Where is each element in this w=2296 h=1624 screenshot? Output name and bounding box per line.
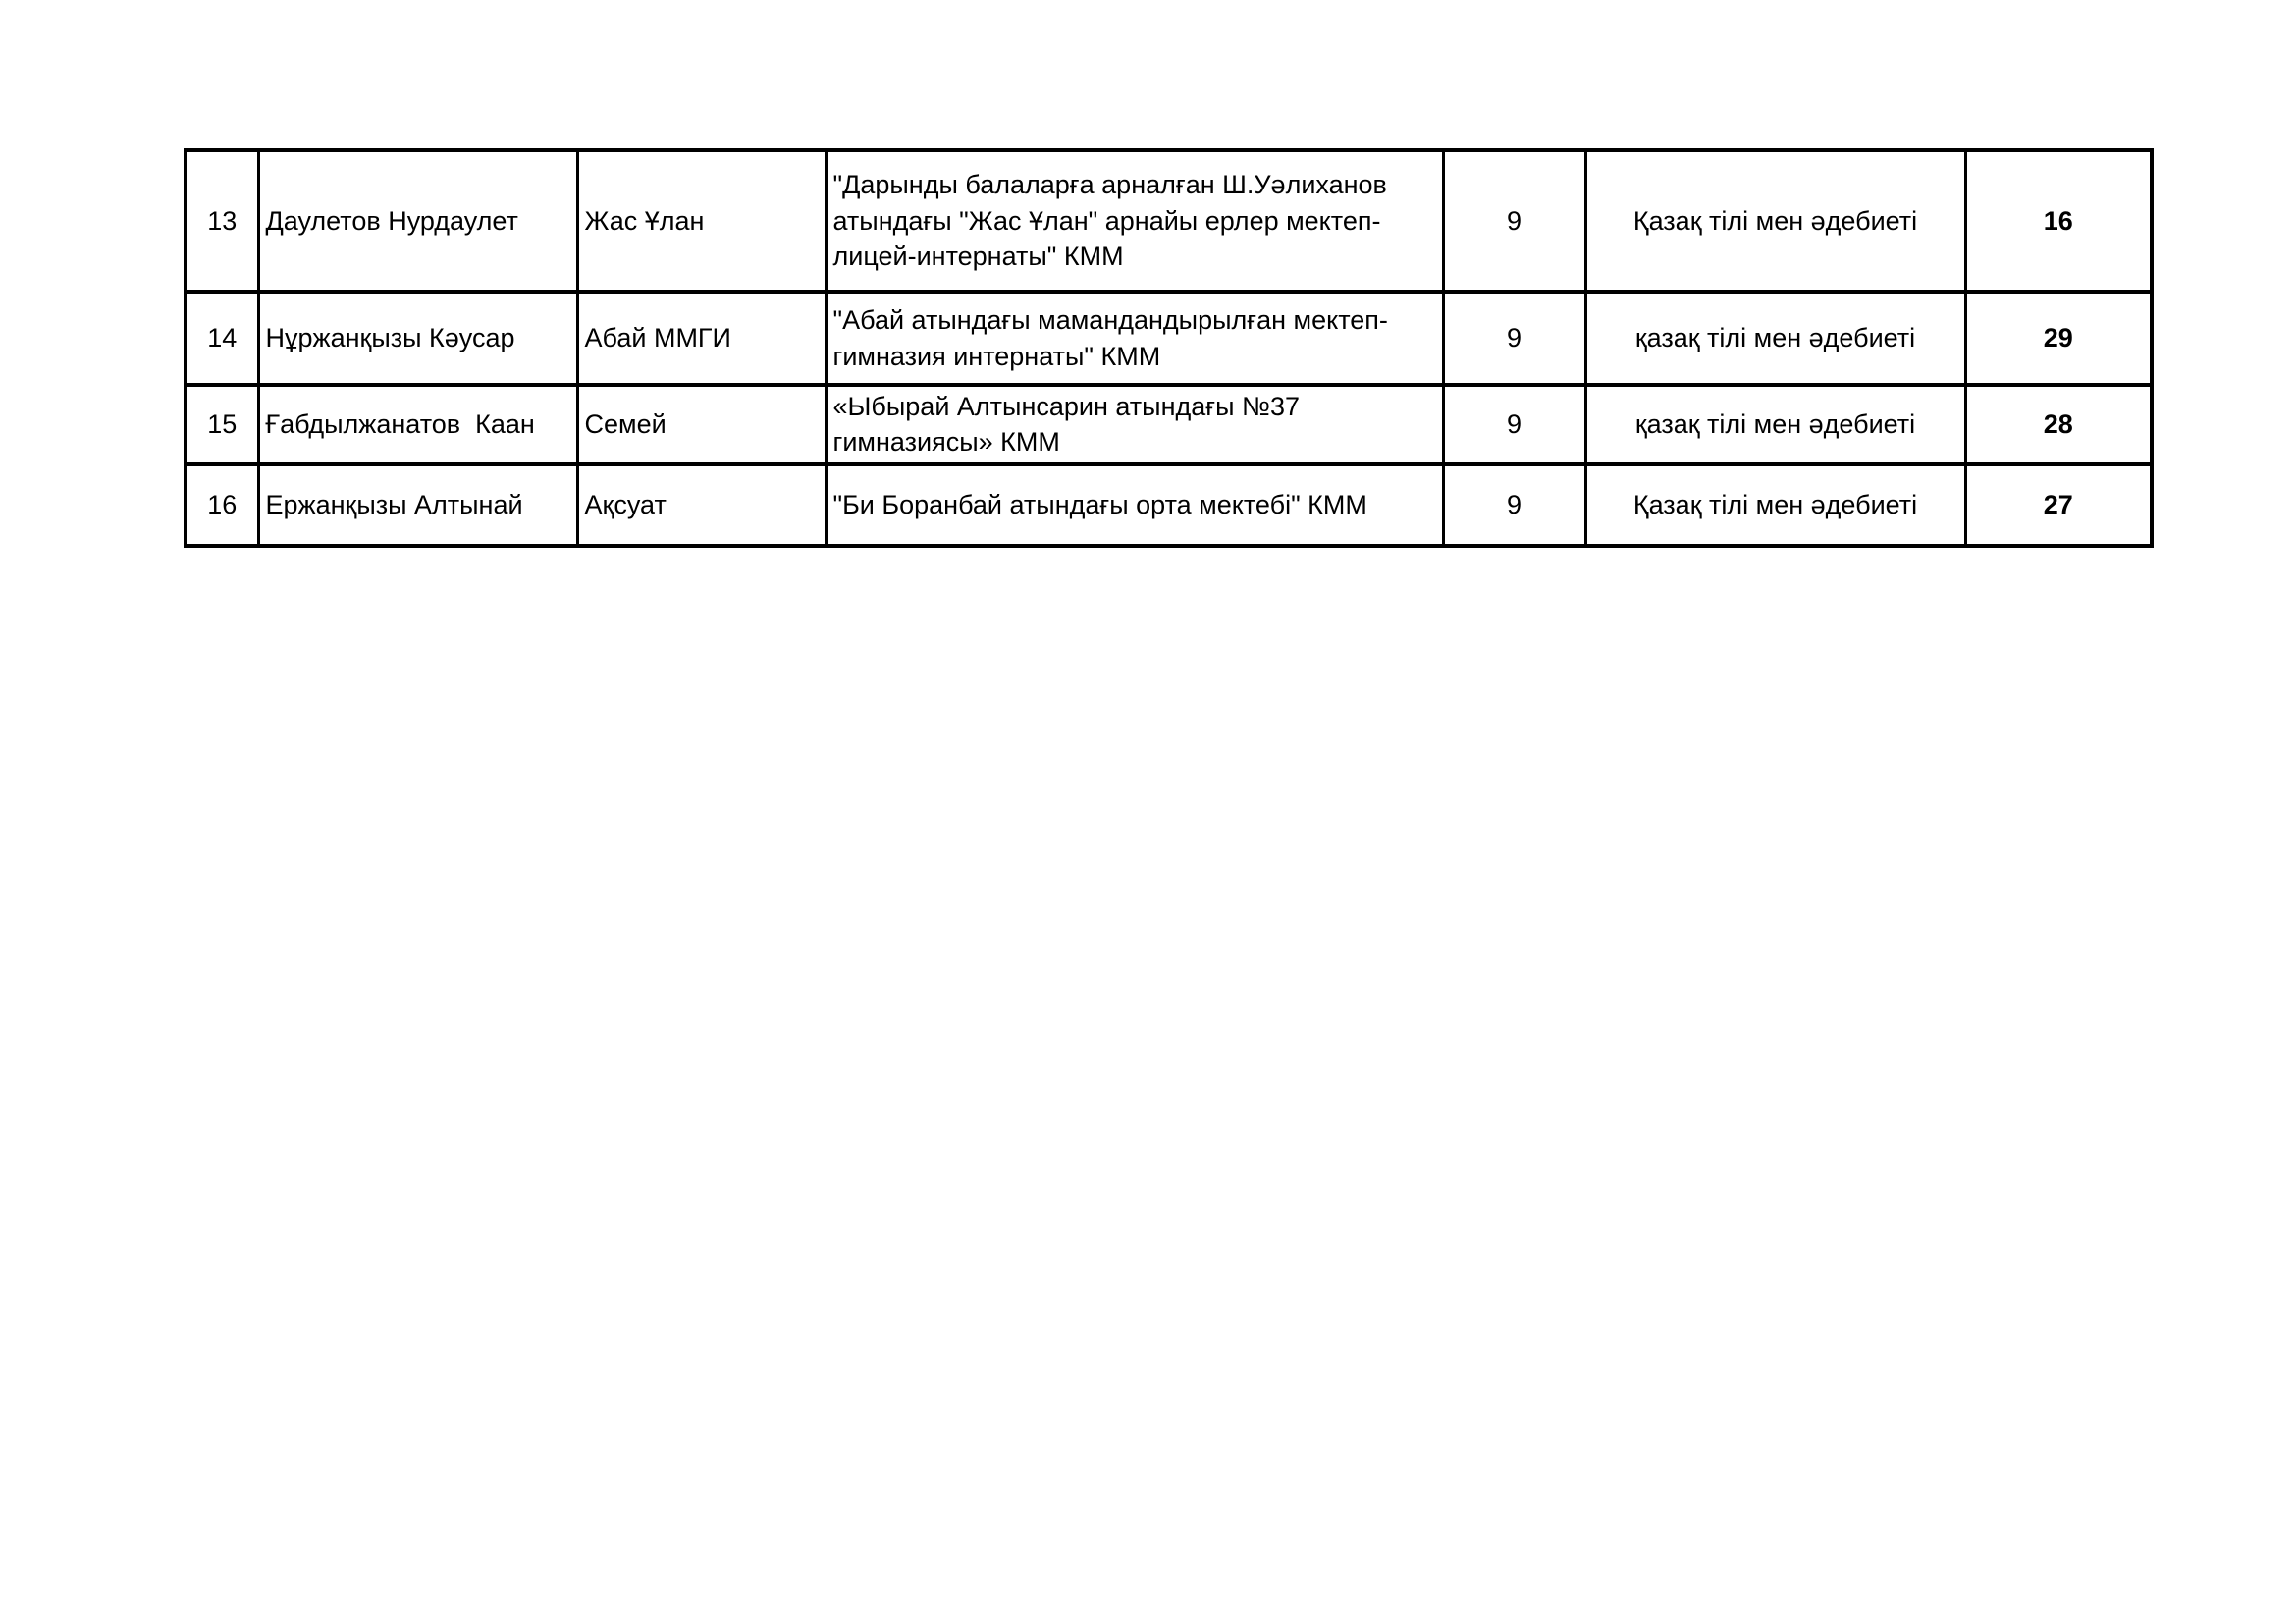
cell-score: 16	[1965, 150, 2152, 292]
results-table	[184, 148, 2154, 548]
cell-school: «Ыбырай Алтынсарин атындағы №37 гимназиясы» КММ	[826, 385, 1443, 464]
cell-school: "Би Боранбай атындағы орта мектебі" КММ	[826, 464, 1443, 546]
cell-subject: Қазақ тілі мен әдебиеті	[1585, 150, 1965, 292]
cell-name: Ержанқызы Алтынай	[258, 464, 577, 546]
cell-grade: 9	[1443, 292, 1585, 385]
cell-team: Жас Ұлан	[577, 150, 826, 292]
cell-grade: 9	[1443, 150, 1585, 292]
cell-school: "Абай атындағы мамандандырылған мектеп-гимназия интернаты" КММ	[826, 292, 1443, 385]
cell-subject: Қазақ тілі мен әдебиеті	[1585, 464, 1965, 546]
table-row	[186, 150, 2152, 292]
cell-rank: 14	[186, 292, 258, 385]
cell-rank: 15	[186, 385, 258, 464]
cell-grade: 9	[1443, 464, 1585, 546]
cell-score: 28	[1965, 385, 2152, 464]
table-row	[186, 464, 2152, 546]
cell-score: 29	[1965, 292, 2152, 385]
cell-name: Ғабдылжанатов Каан	[258, 385, 577, 464]
cell-name: Даулетов Нурдаулет	[258, 150, 577, 292]
cell-rank: 13	[186, 150, 258, 292]
cell-subject: қазақ тілі мен әдебиеті	[1585, 292, 1965, 385]
cell-score: 27	[1965, 464, 2152, 546]
table-row	[186, 385, 2152, 464]
cell-team: Абай ММГИ	[577, 292, 826, 385]
table-row	[186, 292, 2152, 385]
cell-grade: 9	[1443, 385, 1585, 464]
cell-school: "Дарынды балаларға арналған Ш.Уәлиханов атындағы "Жас Ұлан" арнайы ерлер мектеп- лицей-интернаты" КММ	[826, 150, 1443, 292]
cell-team: Семей	[577, 385, 826, 464]
cell-name: Нұржанқызы Кәусар	[258, 292, 577, 385]
cell-team: Ақсуат	[577, 464, 826, 546]
cell-rank: 16	[186, 464, 258, 546]
cell-subject: қазақ тілі мен әдебиеті	[1585, 385, 1965, 464]
